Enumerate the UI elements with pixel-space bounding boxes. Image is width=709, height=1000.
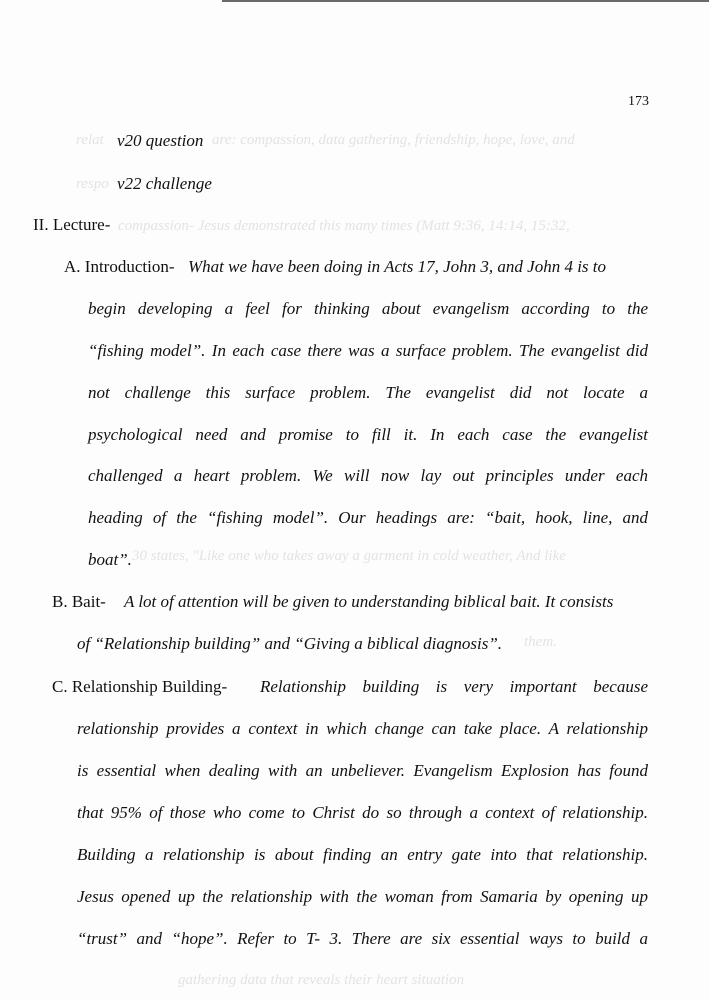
intro-text: heading of the “fishing model”. Our headings are: “bait, hook, line, and	[88, 508, 648, 527]
intro-text: not challenge this surface problem. The evangelist did not locate a	[88, 383, 648, 402]
note-v20: v20 question	[117, 131, 204, 150]
relationship-text: that 95% of those who come to Christ do so through a context of relationship.	[77, 803, 648, 822]
intro-text: What we have been doing in Acts 17, John 3, and John 4 is to	[188, 257, 607, 276]
bleed-text: gathering data that reveals their heart situation	[178, 972, 465, 988]
bleed-text: relat	[76, 132, 104, 148]
bleed-text: 30 states, "Like one who takes away a garment in cold weather, And like	[132, 548, 566, 564]
bleed-text: are: compassion, data gathering, friendship, hope, love, and	[212, 132, 575, 148]
intro-text: boat”.	[88, 550, 132, 569]
intro-text: challenged a heart problem. We will now lay out principles under each	[88, 466, 648, 485]
intro-label: A. Introduction-	[64, 257, 175, 276]
section-heading-lecture: II. Lecture-	[33, 215, 111, 234]
note-v22: v22 challenge	[117, 174, 212, 193]
relationship-text: relationship provides a context in which change can take place. A relationship	[77, 719, 648, 738]
intro-text: begin developing a feel for thinking about evangelism according to the	[88, 299, 648, 318]
relationship-text: “trust” and “hope”. Refer to T- 3. There are six essential ways to build a	[77, 929, 648, 948]
bait-text: of “Relationship building” and “Giving a biblical diagnosis”.	[77, 634, 503, 653]
relationship-text: Relationship building is very important because	[260, 677, 648, 696]
bleed-text: respo	[76, 176, 109, 192]
bleed-text: them.	[524, 634, 557, 650]
relationship-label: C. Relationship Building-	[52, 677, 228, 696]
top-rule	[222, 0, 709, 2]
intro-text: psychological need and promise to fill it. In each case the evangelist	[88, 425, 648, 444]
bleed-text: compassion- Jesus demonstrated this many times (Matt 9:36, 14:14, 15:32,	[118, 218, 570, 234]
intro-text: “fishing model”. In each case there was a surface problem. The evangelist did	[88, 341, 648, 360]
bait-text: A lot of attention will be given to understanding biblical bait. It consists	[124, 592, 614, 611]
relationship-text: is essential when dealing with an unbeliever. Evangelism Explosion has found	[77, 761, 648, 780]
page-number: 173	[628, 94, 649, 109]
relationship-text: Building a relationship is about finding an entry gate into that relationship.	[77, 845, 648, 864]
relationship-text: Jesus opened up the relationship with the woman from Samaria by opening up	[77, 887, 648, 906]
bait-label: B. Bait-	[52, 592, 106, 611]
